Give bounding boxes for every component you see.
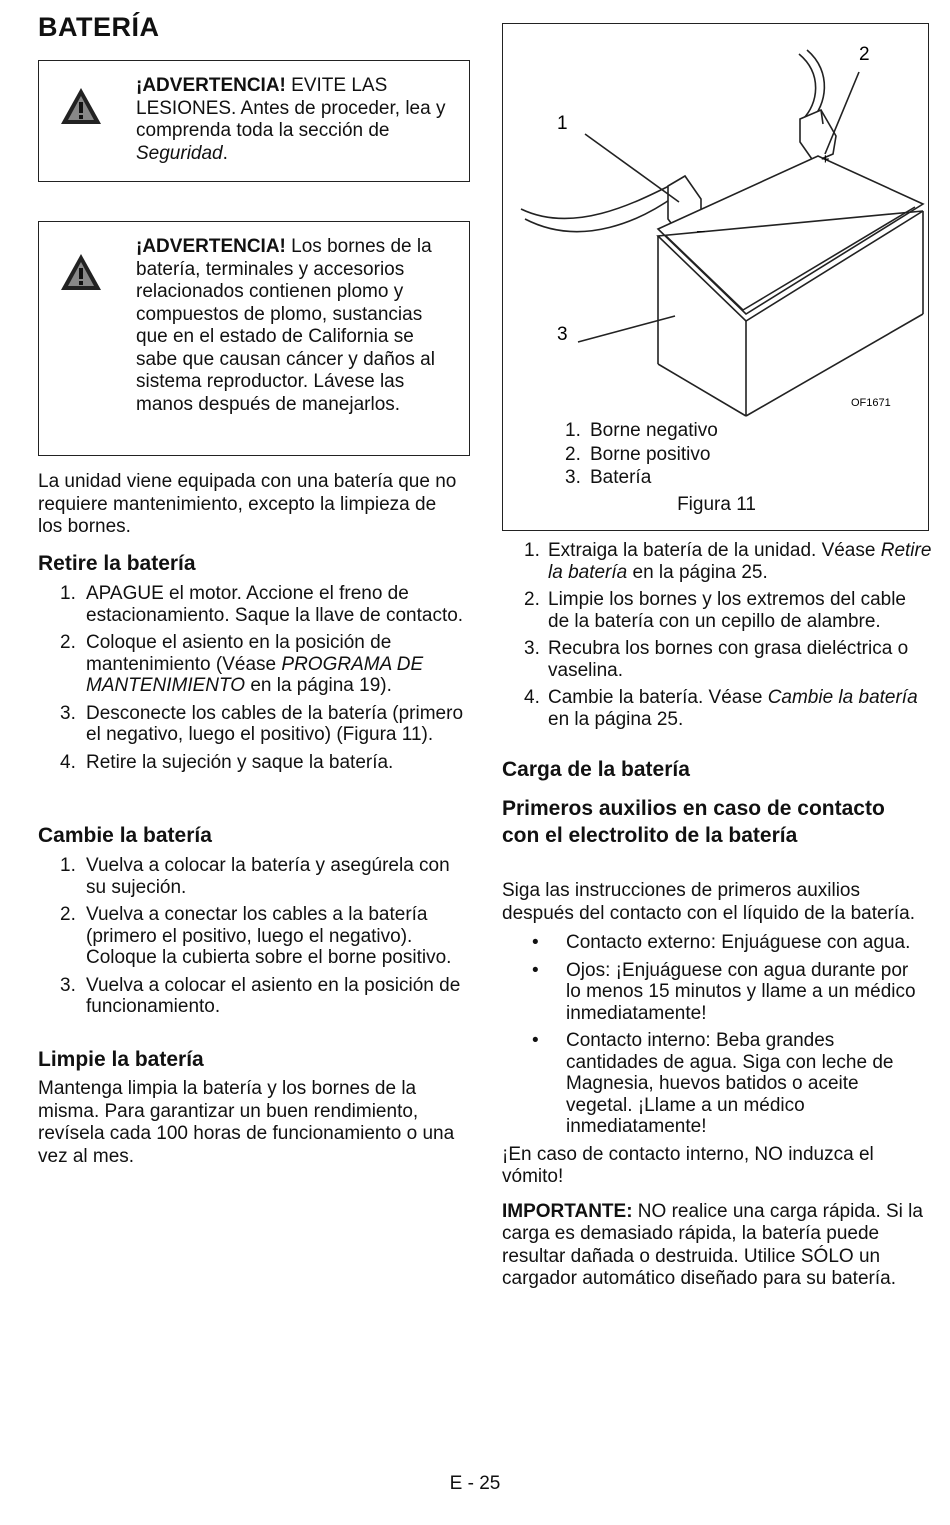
step-text-end: en la página 25. — [627, 561, 768, 583]
safety-reference: Seguridad — [136, 142, 223, 164]
step-number: 3. — [60, 974, 76, 996]
limpie-heading: Limpie la batería — [38, 1048, 204, 1071]
step-text: Vuelva a colocar el asiento en la posición de funcionamiento. — [86, 974, 461, 1017]
list-item — [502, 540, 932, 583]
vomit-warning: ¡En caso de contacto interno, NO induzca el vómito! — [502, 1143, 874, 1187]
step-number: 4. — [60, 751, 76, 773]
legend-number: 2. — [565, 443, 581, 465]
list-item — [502, 1030, 927, 1138]
step-number: 1. — [60, 855, 76, 876]
list-item — [38, 752, 473, 774]
warning-body: EVITE LAS LESIONES. Antes de proceder, lea y comprenda toda la sección de — [136, 75, 446, 141]
step-number: 2. — [60, 904, 76, 925]
step-text: Vuelva a conectar los cables a la batería (primero el positivo, luego el negativo). Coloque la cubierta sobre el borne positivo. — [86, 904, 452, 968]
legend-item — [565, 419, 718, 443]
list-item — [38, 583, 473, 626]
list-item — [38, 632, 473, 697]
step-text: Cambie la batería. Véase — [548, 687, 768, 708]
warning-end: . — [222, 142, 228, 164]
legend-number: 1. — [565, 420, 581, 441]
step-number: 1. — [524, 540, 540, 561]
page-title: BATERÍA — [38, 12, 160, 42]
limpie-section — [38, 1047, 468, 1168]
page-number: E - 25 — [449, 1473, 501, 1494]
importante-text: NO realice una carga rápida. Si la carga es demasiado rápida, la batería puede resultar dañada o destruida. Utilice SÓLO un cargador automático diseñado para su batería. — [502, 1200, 923, 1289]
list-item — [38, 855, 473, 898]
step-text: Extraiga la batería de la unidad. Véase — [548, 540, 881, 561]
cleaning-steps — [502, 540, 932, 736]
step-text: Vuelva a colocar la batería y asegúrela con su sujeción. — [86, 855, 450, 898]
primeros-paragraph: Siga las instrucciones de primeros auxilios después del contacto con el líquido de la batería. — [502, 880, 916, 924]
importante-paragraph — [502, 1201, 927, 1291]
bullet-text: Contacto externo: Enjuáguese con agua. — [566, 932, 911, 953]
list-item — [502, 638, 932, 681]
warning-text — [136, 236, 451, 416]
warning-label: ¡ADVERTENCIA! — [136, 75, 286, 96]
retire-section — [38, 551, 473, 779]
step-text: Limpie los bornes y los extremos del cable de la batería con un cepillo de alambre. — [548, 589, 907, 632]
step-number: 4. — [524, 687, 540, 708]
figure-caption: Figura 11 — [677, 494, 756, 515]
retire-heading: Retire la batería — [38, 552, 196, 575]
step-text: Coloque el asiento en la posición de mantenimiento (Véase — [86, 632, 392, 675]
step-number: 2. — [60, 632, 76, 653]
warning-text — [136, 75, 456, 165]
list-item — [502, 960, 927, 1025]
step-number: 3. — [524, 638, 540, 659]
legend-item — [565, 443, 718, 467]
step-text: Recubra los bornes con grasa dieléctrica o vaselina. — [548, 638, 909, 681]
list-item — [38, 975, 473, 1018]
warning-body: Los bornes de la batería, terminales y accesorios relacionados contienen plomo y compuestos de plomo, sustancias que en el estado de California se sabe que causan cáncer y daños al sistema reproductor. Lávese las manos después de manejarlos. — [136, 236, 435, 415]
warning-triangle-icon — [59, 86, 103, 126]
limpie-paragraph: Mantenga limpia la batería y los bornes de la misma. Para garantizar un buen rendimiento, revísela cada 100 horas de funcionamiento o una vez al mes. — [38, 1078, 455, 1167]
step-number: 2. — [524, 589, 540, 610]
intro-paragraph: La unidad viene equipada con una batería que no requiere mantenimiento, excepto la limpieza de los bornes. — [38, 471, 457, 537]
warning-box-injury — [38, 60, 470, 182]
schedule-reference: PROGRAMA DE MANTENIMIENTO — [86, 653, 424, 696]
carga-heading: Carga de la batería — [502, 758, 690, 781]
bullet-text: Ojos: ¡Enjuáguese con agua durante por lo menos 15 minutos y llame a un médico inmediatamente! — [566, 959, 916, 1024]
list-item — [502, 589, 932, 632]
callout-2: 2 — [859, 44, 870, 65]
figure-legend — [565, 419, 718, 490]
primeros-body — [502, 880, 927, 1291]
warning-triangle-icon — [59, 252, 103, 292]
bullet-icon: • — [532, 1030, 539, 1051]
list-item — [38, 703, 473, 746]
warning-label: ¡ADVERTENCIA! — [136, 236, 286, 257]
figure-code: OF1671 — [851, 397, 891, 409]
step-text-end: en la página 19). — [245, 675, 392, 696]
carga-section — [502, 757, 922, 783]
primeros-section — [502, 795, 902, 849]
warning-box-lead — [38, 221, 470, 456]
step-number: 1. — [60, 583, 76, 604]
legend-text: Borne negativo — [590, 420, 718, 441]
legend-number: 3. — [565, 467, 581, 488]
figure-box — [502, 23, 929, 531]
cambie-reference: Cambie la batería — [767, 687, 918, 708]
callout-1: 1 — [557, 113, 568, 134]
primeros-heading: Primeros auxilios en caso de contacto con el electrolito de la batería — [502, 797, 885, 847]
legend-item — [565, 466, 718, 490]
callout-3: 3 — [557, 324, 568, 345]
step-text: APAGUE el motor. Accione el freno de estacionamiento. Saque la llave de contacto. — [86, 583, 464, 626]
step-text: Retire la sujeción y saque la batería. — [86, 751, 394, 773]
list-item — [38, 904, 473, 969]
bullet-icon: • — [532, 932, 539, 953]
battery-illustration — [503, 24, 927, 419]
step-text: Desconecte los cables de la batería (primero el negativo, luego el positivo) (Figura 11). — [86, 702, 464, 745]
legend-text: Borne positivo — [590, 443, 711, 465]
minus-sign: – — [697, 222, 705, 238]
legend-text: Batería — [590, 467, 652, 488]
retire-reference: Retire la batería — [548, 540, 932, 583]
plus-sign: + — [821, 151, 830, 168]
list-item — [502, 687, 932, 730]
list-item — [502, 932, 927, 954]
cambie-heading: Cambie la batería — [38, 824, 212, 847]
bullet-text: Contacto interno: Beba grandes cantidades de agua. Siga con leche de Magnesia, huevos batidos o aceite vegetal. ¡Llame a un médico inmediatamente! — [566, 1030, 894, 1137]
bullet-icon: • — [532, 959, 539, 981]
step-text-end: en la página 25. — [548, 708, 684, 730]
step-number: 3. — [60, 702, 76, 724]
importante-label: IMPORTANTE: — [502, 1200, 633, 1222]
cambie-section — [38, 823, 473, 1024]
